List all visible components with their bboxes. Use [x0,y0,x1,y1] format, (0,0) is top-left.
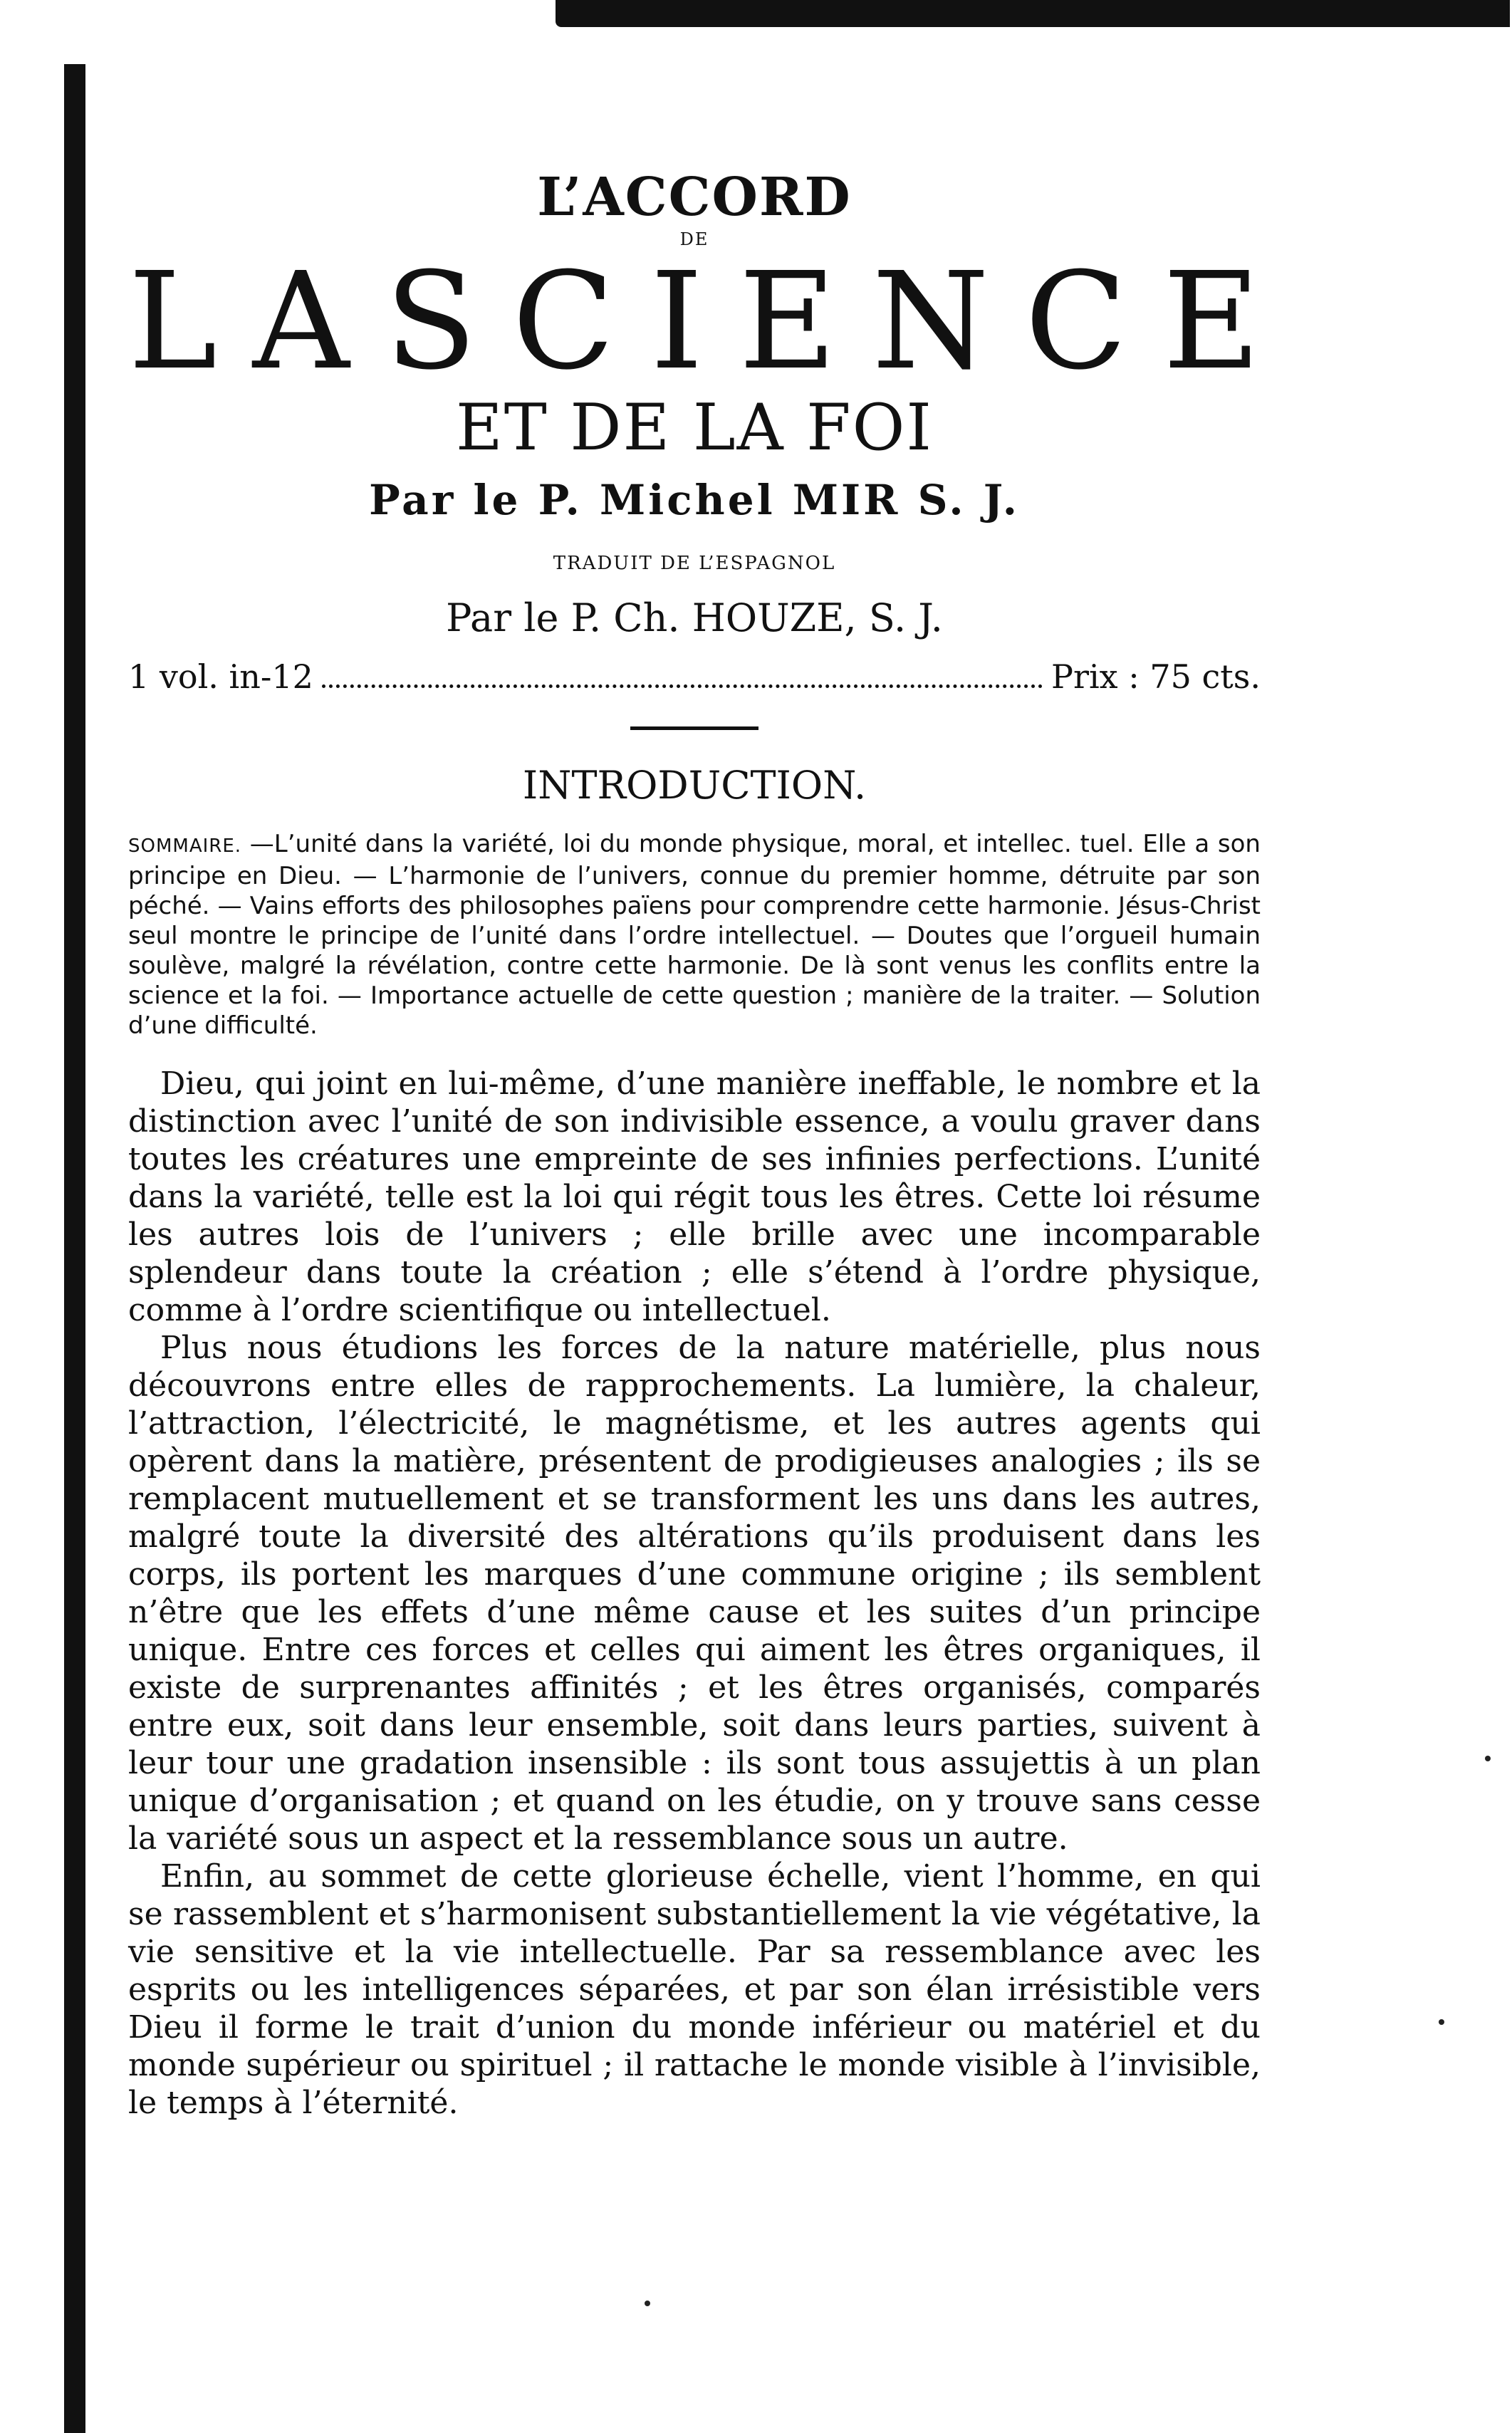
section-heading: INTRODUCTION. [522,763,867,808]
title-letter: N [872,244,989,400]
paragraph: Plus nous étudions les forces de la nature matérielle, plus nous découvrons entre elles de rapprochements. La lumière, la chaleur, l’attraction, l’électricité, le magnétisme, et les autres agents qui opèrent dans la matière, présentent de prodigieuses analogies ; ils se remplacent mutuellement et se transforment les uns dans les autres, malgré toute la diversité des altérations qu’ils produisent dans les corps, ils portent les marques d’une commune origine ; ils semblent n’être que les effets d’une même cause et les suites d’un principe unique. Entre ces forces et celles qui aiment les êtres organiques, il existe de surprenantes affinités ; et les êtres organisés, comparés entre eux, soit dans leur ensemble, soit dans leurs parties, suivent à leur tour une gradation insensible : ils sont tous assujettis à un plan unique d’organisation ; et quand on les étudie, on y trouve sans cesse la variété sous un aspect et la ressemblance sous un autre. [128,1330,1261,1857]
summary-text: —L’unité dans la variété, loi du monde physique, moral, et intellec. tuel. Elle a son principe en Dieu. — L’harmonie de l’univers, connue du premier homme, détruite par son péché. — Vains efforts des philosophes païens pour comprendre cette harmonie. Jésus-Christ seul montre le principe de l’unité dans l’ordre intellectuel. — Doutes que l’orgueil humain soulève, malgré la révélation, contre cette harmonie. De là sont venus les conflits entre la science et la foi. — Importance actuelle de cette question ; manière de la traiter. — Solution d’une difficulté. [128,830,1261,1040]
paragraph: Dieu, qui joint en lui-même, d’une manière ineffable, le nombre et la distinction avec l’unité de son indivisible essence, a voulu graver dans toutes les créatures une empreinte de ses infinies perfections. L’unité dans la variété, telle est la loi qui régit tous les êtres. Cette loi résume les autres lois de l’univers ; elle brille avec une incomparable splendeur dans toute la création ; elle s’étend à l’ordre physique, comme à l’ordre scientifique ou intellectuel. [128,1066,1261,1328]
title-letter: A [252,244,350,400]
scan-speck [645,2301,650,2306]
title-line-foi: ET DE LA FOI [456,390,933,465]
translation-note: TRADUIT DE L’ESPAGNOL [553,553,836,574]
title-letter: C [1024,244,1127,400]
price-info: Prix : 75 cts. [1051,657,1261,696]
summary-label: SOMMAIRE. [128,835,242,857]
scan-border-left [64,64,85,2433]
document-page [128,167,1261,2122]
title-letter: I [650,244,704,400]
title-main [128,244,1261,400]
author-line: Par le P. Michel MIR S. J. [369,476,1020,524]
body-text [128,1065,1261,2122]
title-line-de: DE [679,229,709,249]
scan-speck [1485,1756,1491,1761]
title-letter: S [385,244,477,400]
leader-dots [322,684,1043,688]
summary-block [128,829,1261,1041]
scan-border-top [556,0,1510,27]
title-letter: L [128,244,217,400]
title-letter: E [1162,244,1261,400]
translator-line: Par le P. Ch. HOUZE, S. J. [446,595,943,640]
title-letter: E [739,244,837,400]
scan-speck [1439,2019,1444,2025]
paragraph: Enfin, au sommet de cette glorieuse échelle, vient l’homme, en qui se rassemblent et s’harmonisent substantiellement la vie végétative, la vie sensitive et la vie intellectuelle. Par sa ressemblance avec les esprits ou les intelligences séparées, et par son élan irrésistible vers Dieu il forme le trait d’union du monde inférieur ou matériel et du monde supérieur ou spirituel ; il rattache le monde visible à l’invisible, le temps à l’éternité. [128,1858,1261,2121]
title-letter: C [512,244,615,400]
title-line-accord: L’ACCORD [537,167,852,228]
volume-info: 1 vol. in-12 [128,657,313,696]
section-divider [630,726,758,730]
volume-price-line [128,657,1261,697]
